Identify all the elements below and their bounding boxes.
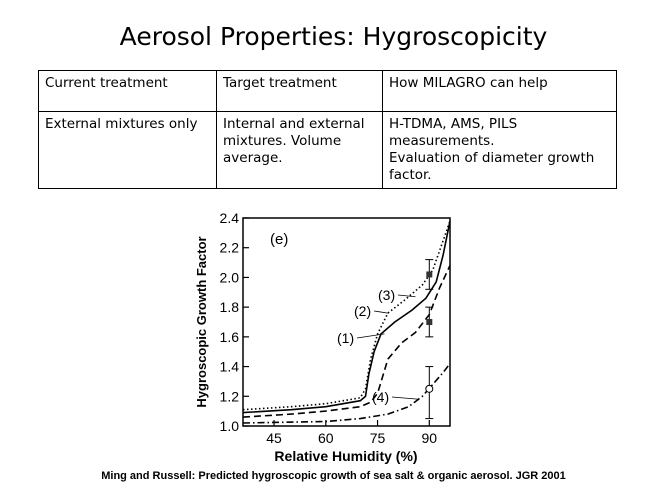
y-tick-label: 1.2 <box>219 388 239 405</box>
y-axis-ticks <box>220 210 249 434</box>
series-line-1 <box>243 221 450 413</box>
header-milagro-help: How MILAGRO can help <box>383 71 617 112</box>
page-title: Aerosol Properties: Hygroscopicity <box>119 22 548 51</box>
cell-current-treatment: External mixtures only <box>39 112 217 189</box>
y-tick-label: 1.4 <box>219 358 239 375</box>
cell-target-treatment: Internal and external mixtures. Volume average. <box>217 112 383 189</box>
milagro-measurements: H-TDMA, AMS, PILS measurements. <box>389 116 518 149</box>
series-lines <box>243 221 450 423</box>
y-tick-label: 2.4 <box>219 210 239 226</box>
y-tick-label: 1.0 <box>219 418 239 434</box>
x-tick-label: 45 <box>266 430 282 446</box>
series-leader-4 <box>392 397 419 399</box>
figure-caption: Ming and Russell: Predicted hygroscopic growth of sea salt & organic aerosol. JGR 2001 <box>101 470 566 482</box>
measurement-point <box>426 271 432 277</box>
plot-frame <box>243 218 450 426</box>
series-line-4 <box>243 364 450 423</box>
measurement-points <box>425 260 433 419</box>
x-tick-label: 60 <box>318 430 334 446</box>
milagro-evaluation: Evaluation of diameter growth factor. <box>389 150 595 183</box>
series-label-2: (2) <box>354 303 372 319</box>
x-axis-ticks <box>266 420 437 446</box>
series-line-2 <box>243 221 450 410</box>
series-leader-2 <box>374 311 388 313</box>
y-axis-label: Hygroscopic Growth Factor <box>194 236 209 408</box>
header-current-treatment: Current treatment <box>39 71 217 112</box>
series-leader-3 <box>398 295 416 297</box>
y-tick-label: 1.8 <box>219 299 239 316</box>
series-label-1: (1) <box>337 330 355 346</box>
measurement-point <box>426 385 433 392</box>
measurement-point <box>426 319 432 325</box>
y-tick-label: 1.6 <box>219 328 239 345</box>
x-tick-label: 75 <box>369 430 386 446</box>
panel-label: (e) <box>270 231 289 248</box>
x-tick-label: 90 <box>421 430 438 446</box>
x-axis-label: Relative Humidity (%) <box>274 448 418 464</box>
y-tick-label: 2.2 <box>219 239 239 256</box>
header-target-treatment: Target treatment <box>217 71 383 112</box>
series-label-3: (3) <box>378 287 396 303</box>
y-tick-label: 2.0 <box>219 269 239 286</box>
series-label-4: (4) <box>372 389 390 405</box>
